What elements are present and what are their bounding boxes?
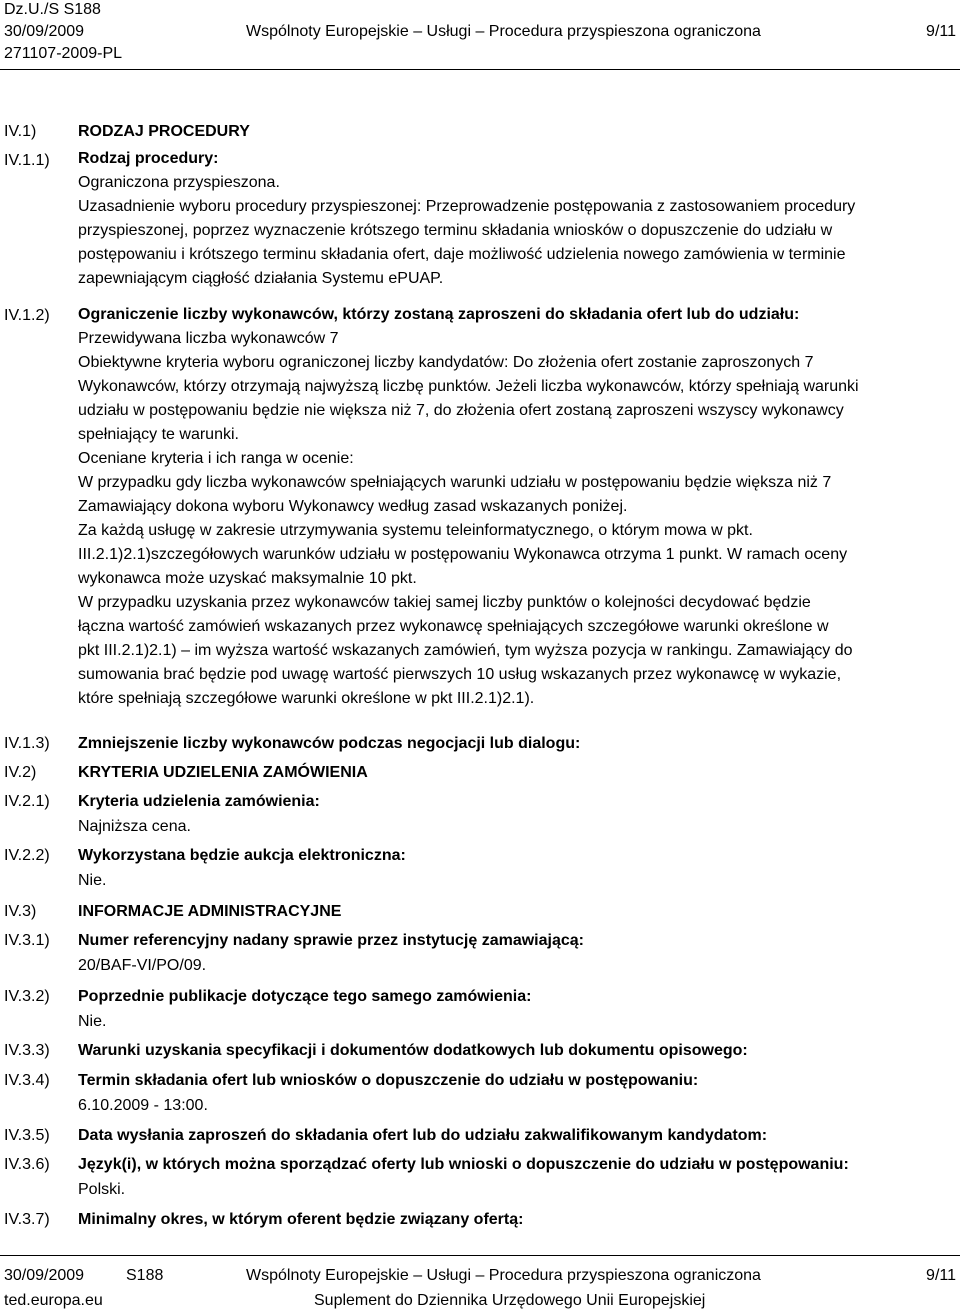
section-number: IV.1.2) [4,307,50,324]
text-line: Oceniane kryteria i ich ranga w ocenie: [78,450,354,467]
text-line: pkt III.2.1)2.1) – im wyższa wartość wskazanych zamówień, tym wyższa pozycja w rankingu. Zamawiający do [78,642,853,659]
footer-site-link[interactable]: ted.europa.eu [4,1292,103,1309]
section-value: Ograniczona przyspieszona. [78,174,280,191]
text-line: Obiektywne kryteria wyboru ograniczonej liczby kandydatów: Do złożenia ofert zostanie zaproszonych 7 [78,354,814,371]
text-line: Przewidywana liczba wykonawców 7 [78,330,339,347]
section-heading: Zmniejszenie liczby wykonawców podczas negocjacji lub dialogu: [78,735,581,752]
section-heading: Termin składania ofert lub wniosków o dopuszczenie do udziału w postępowaniu: [78,1072,699,1089]
text-line: udziału w postępowaniu będzie nie większa niż 7, do złożenia ofert zostaną zaproszeni wszyscy wykonawcy [78,402,844,419]
section-number: IV.3.6) [4,1156,50,1173]
section-heading: Warunki uzyskania specyfikacji i dokumentów dodatkowych lub dokumentu opisowego: [78,1042,748,1059]
text-line: postępowaniu i krótszego terminu składania ofert, daje możliwość udzielenia nowego zamówienia w terminie [78,246,846,263]
text-line: spełniający te warunki. [78,426,239,443]
section-number: IV.3) [4,903,37,920]
section-heading: Kryteria udzielenia zamówienia: [78,793,320,810]
footer-supplement: Suplement do Dziennika Urzędowego Unii Europejskiej [314,1292,706,1309]
section-value: Polski. [78,1181,126,1198]
text-line: zapewniającym ciągłość działania Systemu ePUAP. [78,270,444,287]
section-number: IV.3.7) [4,1211,50,1228]
section-number: IV.3.5) [4,1127,50,1144]
doc-id: Dz.U./S S188 [4,1,101,18]
text-line: sumowania brać będzie pod uwagę wartość pierwszych 10 usług wskazanych przez wykonawcę w wykazie, [78,666,842,683]
section-number: IV.2) [4,764,37,781]
header-ref: 271107-2009-PL [4,45,123,62]
text-line: wykonawca może uzyskać maksymalnie 10 pkt. [78,570,417,587]
text-line: Za każdą usługę w zakresie utrzymywania systemu teleinformatycznego, o którym mowa w pkt. [78,522,753,539]
footer-divider [0,1255,960,1256]
section-limit-of-contractors [78,303,948,711]
section-title: KRYTERIA UDZIELENIA ZAMÓWIENIA [78,764,368,781]
section-procedure-type [78,147,948,291]
section-heading: Minimalny okres, w którym oferent będzie związany ofertą: [78,1211,524,1228]
section-title: INFORMACJE ADMINISTRACYJNE [78,903,342,920]
section-value: 6.10.2009 - 13:00. [78,1097,208,1114]
text-line: Zamawiający dokona wyboru Wykonawcy według zasad wskazanych poniżej. [78,498,628,515]
section-number: IV.3.4) [4,1072,50,1089]
section-heading: Poprzednie publikacje dotyczące tego samego zamówienia: [78,988,532,1005]
section-heading: Język(i), w których można sporządzać oferty lub wnioski o dopuszczenie do udziału w postępowaniu: [78,1156,849,1173]
section-number: IV.3.1) [4,932,50,949]
text-line: przyspieszonej, poprzez wyznaczenie krótszego terminu składania wniosków o dopuszczenie do udziału w [78,222,833,239]
text-line: III.2.1)2.1)szczegółowych warunków udziału w postępowaniu Wykonawca otrzyma 1 punkt. W ramach oceny [78,546,848,563]
footer-title: Wspólnoty Europejskie – Usługi – Procedura przyspieszona ograniczona [246,1267,761,1284]
section-heading: Numer referencyjny nadany sprawie przez instytucję zamawiającą: [78,932,584,949]
section-number: IV.2.1) [4,793,50,810]
section-value: 20/BAF-VI/PO/09. [78,957,207,974]
header-title: Wspólnoty Europejskie – Usługi – Procedura przyspieszona ograniczona [246,23,761,40]
footer-series: S188 [126,1267,164,1284]
header-date: 30/09/2009 [4,23,85,40]
section-heading: Wykorzystana będzie aukcja elektroniczna: [78,847,406,864]
text-line: Wykonawców, którzy otrzymają najwyższą liczbę punktów. Jeżeli liczba wykonawców, którzy spełniają warunki [78,378,859,395]
section-heading: Data wysłania zaproszeń do składania ofert lub do udziału zakwalifikowanym kandydatom: [78,1127,768,1144]
section-number: IV.3.3) [4,1042,50,1059]
footer-date: 30/09/2009 [4,1267,85,1284]
text-line: łączna wartość zamówień wskazanych przez wykonawcę spełniających szczegółowe warunki określone w [78,618,829,635]
section-number: IV.3.2) [4,988,50,1005]
text-line: Uzasadnienie wyboru procedury przyspieszonej: Przeprowadzenie postępowania z zastosowaniem procedury [78,198,856,215]
header-page-number: 9/11 [926,23,956,40]
section-value: Nie. [78,1013,107,1030]
section-heading: Rodzaj procedury: [78,150,219,167]
section-number: IV.2.2) [4,847,50,864]
section-value: Nie. [78,872,107,889]
text-line: które spełniają szczegółowe warunki określone w pkt III.2.1)2.1). [78,690,535,707]
header-divider [0,69,960,70]
footer-page-number: 9/11 [926,1267,956,1284]
section-value: Najniższa cena. [78,818,191,835]
section-number: IV.1.3) [4,735,50,752]
text-line: W przypadku uzyskania przez wykonawców takiej samej liczby punktów o kolejności decydować będzie [78,594,811,611]
text-line: W przypadku gdy liczba wykonawców spełniających warunki udziału w postępowaniu będzie większa niż 7 [78,474,832,491]
section-number: IV.1.1) [4,152,50,169]
section-title: RODZAJ PROCEDURY [78,123,250,140]
section-heading: Ograniczenie liczby wykonawców, którzy zostaną zaproszeni do składania ofert lub do udziału: [78,306,800,323]
section-number: IV.1) [4,123,37,140]
